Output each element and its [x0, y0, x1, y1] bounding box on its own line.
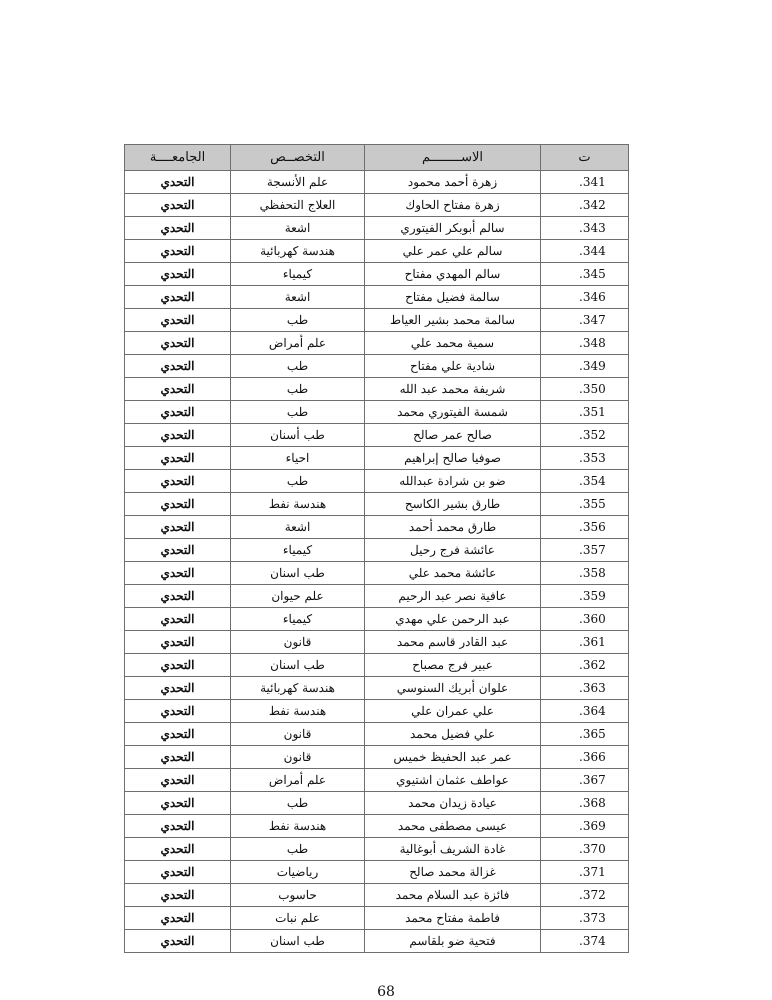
student-name: صوفيا صالح إبراهيم	[365, 447, 541, 470]
table-row	[125, 355, 629, 378]
row-number: 369.	[541, 815, 629, 838]
university: التحدي	[125, 838, 231, 861]
student-name: سالمة فضيل مفتاح	[365, 286, 541, 309]
specialization: رياضيات	[231, 861, 365, 884]
specialization: حاسوب	[231, 884, 365, 907]
row-number: 355.	[541, 493, 629, 516]
university: التحدي	[125, 516, 231, 539]
specialization: علم الأنسجة	[231, 171, 365, 194]
table-body	[125, 171, 629, 953]
student-name: فتحية ضو بلقاسم	[365, 930, 541, 953]
row-number: 342.	[541, 194, 629, 217]
student-name: سالم أبوبكر الفيتوري	[365, 217, 541, 240]
table-row	[125, 723, 629, 746]
university: التحدي	[125, 907, 231, 930]
student-name: عبير فرج مصباح	[365, 654, 541, 677]
row-number: 351.	[541, 401, 629, 424]
university: التحدي	[125, 424, 231, 447]
specialization: هندسة نفط	[231, 815, 365, 838]
specialization: طب اسنان	[231, 562, 365, 585]
specialization: كيمياء	[231, 539, 365, 562]
university: التحدي	[125, 378, 231, 401]
header-university: الجامعــــة	[125, 145, 231, 171]
row-number: 346.	[541, 286, 629, 309]
university: التحدي	[125, 792, 231, 815]
row-number: 357.	[541, 539, 629, 562]
university: التحدي	[125, 194, 231, 217]
specialization: احياء	[231, 447, 365, 470]
row-number: 358.	[541, 562, 629, 585]
student-name: سالم المهدي مفتاح	[365, 263, 541, 286]
student-name: عبد الرحمن علي مهدي	[365, 608, 541, 631]
university: التحدي	[125, 447, 231, 470]
table-row	[125, 401, 629, 424]
student-name: علوان أبريك السنوسي	[365, 677, 541, 700]
row-number: 370.	[541, 838, 629, 861]
student-name: سالمة محمد بشير العياط	[365, 309, 541, 332]
specialization: طب	[231, 355, 365, 378]
header-name: الاســــــــم	[365, 145, 541, 171]
university: التحدي	[125, 884, 231, 907]
table-row	[125, 539, 629, 562]
row-number: 345.	[541, 263, 629, 286]
page-number: 68	[377, 984, 395, 1000]
row-number: 364.	[541, 700, 629, 723]
specialization: اشعة	[231, 516, 365, 539]
university: التحدي	[125, 401, 231, 424]
university: التحدي	[125, 769, 231, 792]
specialization: طب	[231, 792, 365, 815]
table-row	[125, 493, 629, 516]
table-header-row	[125, 145, 629, 171]
student-name: عيسى مصطفى محمد	[365, 815, 541, 838]
table-row	[125, 562, 629, 585]
specialization: كيمياء	[231, 263, 365, 286]
specialization: طب	[231, 401, 365, 424]
specialization: اشعة	[231, 217, 365, 240]
table-row	[125, 608, 629, 631]
university: التحدي	[125, 562, 231, 585]
specialization: علم أمراض	[231, 769, 365, 792]
specialization: طب	[231, 838, 365, 861]
university: التحدي	[125, 930, 231, 953]
row-number: 362.	[541, 654, 629, 677]
specialization: اشعة	[231, 286, 365, 309]
student-name: عيادة زيدان محمد	[365, 792, 541, 815]
specialization: هندسة نفط	[231, 493, 365, 516]
student-name: شادية علي مفتاح	[365, 355, 541, 378]
table-row	[125, 309, 629, 332]
university: التحدي	[125, 309, 231, 332]
university: التحدي	[125, 263, 231, 286]
table-row	[125, 677, 629, 700]
table-row	[125, 194, 629, 217]
university: التحدي	[125, 240, 231, 263]
student-name: فاطمة مفتاح محمد	[365, 907, 541, 930]
table-row	[125, 286, 629, 309]
student-name: طارق محمد أحمد	[365, 516, 541, 539]
header-number: ت	[541, 145, 629, 171]
row-number: 359.	[541, 585, 629, 608]
table-row	[125, 838, 629, 861]
university: التحدي	[125, 470, 231, 493]
student-name: عافية نصر عبد الرحيم	[365, 585, 541, 608]
university: التحدي	[125, 654, 231, 677]
university: التحدي	[125, 585, 231, 608]
specialization: هندسة نفط	[231, 700, 365, 723]
specialization: هندسة كهربائية	[231, 677, 365, 700]
students-table-container	[124, 144, 628, 953]
table-row	[125, 240, 629, 263]
university: التحدي	[125, 171, 231, 194]
row-number: 347.	[541, 309, 629, 332]
university: التحدي	[125, 677, 231, 700]
row-number: 371.	[541, 861, 629, 884]
row-number: 373.	[541, 907, 629, 930]
university: التحدي	[125, 286, 231, 309]
student-name: شمسة الفيتوري محمد	[365, 401, 541, 424]
specialization: قانون	[231, 723, 365, 746]
student-name: علي فضيل محمد	[365, 723, 541, 746]
table-row	[125, 654, 629, 677]
specialization: طب	[231, 309, 365, 332]
university: التحدي	[125, 355, 231, 378]
student-name: عمر عبد الحفيظ خميس	[365, 746, 541, 769]
university: التحدي	[125, 217, 231, 240]
table-row	[125, 930, 629, 953]
table-row	[125, 884, 629, 907]
row-number: 352.	[541, 424, 629, 447]
table-row	[125, 861, 629, 884]
specialization: كيمياء	[231, 608, 365, 631]
specialization: علم حيوان	[231, 585, 365, 608]
table-row	[125, 792, 629, 815]
table-row	[125, 815, 629, 838]
specialization: علم نبات	[231, 907, 365, 930]
student-name: عائشة فرج رحيل	[365, 539, 541, 562]
row-number: 366.	[541, 746, 629, 769]
student-name: صالح عمر صالح	[365, 424, 541, 447]
table-row	[125, 217, 629, 240]
row-number: 363.	[541, 677, 629, 700]
table-row	[125, 631, 629, 654]
university: التحدي	[125, 861, 231, 884]
table-row	[125, 378, 629, 401]
row-number: 368.	[541, 792, 629, 815]
specialization: هندسة كهربائية	[231, 240, 365, 263]
university: التحدي	[125, 539, 231, 562]
specialization: علم أمراض	[231, 332, 365, 355]
university: التحدي	[125, 700, 231, 723]
row-number: 344.	[541, 240, 629, 263]
row-number: 374.	[541, 930, 629, 953]
table-row	[125, 700, 629, 723]
row-number: 349.	[541, 355, 629, 378]
student-name: غادة الشريف أبوغالية	[365, 838, 541, 861]
student-name: سالم علي عمر علي	[365, 240, 541, 263]
students-table	[124, 144, 629, 953]
university: التحدي	[125, 608, 231, 631]
student-name: فائزة عبد السلام محمد	[365, 884, 541, 907]
university: التحدي	[125, 815, 231, 838]
specialization: العلاج التحفظي	[231, 194, 365, 217]
row-number: 350.	[541, 378, 629, 401]
table-row	[125, 769, 629, 792]
university: التحدي	[125, 631, 231, 654]
student-name: غزالة محمد صالح	[365, 861, 541, 884]
student-name: طارق بشير الكاسح	[365, 493, 541, 516]
table-row	[125, 263, 629, 286]
student-name: زهرة مفتاح الحاوك	[365, 194, 541, 217]
row-number: 341.	[541, 171, 629, 194]
row-number: 353.	[541, 447, 629, 470]
table-row	[125, 447, 629, 470]
row-number: 354.	[541, 470, 629, 493]
table-row	[125, 424, 629, 447]
university: التحدي	[125, 332, 231, 355]
student-name: سمية محمد علي	[365, 332, 541, 355]
specialization: طب اسنان	[231, 930, 365, 953]
table-row	[125, 332, 629, 355]
student-name: شريفة محمد عبد الله	[365, 378, 541, 401]
row-number: 343.	[541, 217, 629, 240]
row-number: 356.	[541, 516, 629, 539]
row-number: 365.	[541, 723, 629, 746]
table-row	[125, 516, 629, 539]
student-name: عبد القادر قاسم محمد	[365, 631, 541, 654]
table-row	[125, 171, 629, 194]
specialization: قانون	[231, 631, 365, 654]
table-row	[125, 470, 629, 493]
header-specialization: التخصــص	[231, 145, 365, 171]
specialization: طب أسنان	[231, 424, 365, 447]
university: التحدي	[125, 746, 231, 769]
university: التحدي	[125, 723, 231, 746]
student-name: زهرة أحمد محمود	[365, 171, 541, 194]
student-name: عائشة محمد علي	[365, 562, 541, 585]
specialization: قانون	[231, 746, 365, 769]
table-row	[125, 907, 629, 930]
row-number: 360.	[541, 608, 629, 631]
specialization: طب اسنان	[231, 654, 365, 677]
row-number: 367.	[541, 769, 629, 792]
student-name: عواطف عثمان اشتيوي	[365, 769, 541, 792]
student-name: ضو بن شرادة عبدالله	[365, 470, 541, 493]
table-row	[125, 585, 629, 608]
university: التحدي	[125, 493, 231, 516]
row-number: 348.	[541, 332, 629, 355]
row-number: 372.	[541, 884, 629, 907]
table-row	[125, 746, 629, 769]
specialization: طب	[231, 470, 365, 493]
student-name: علي عمران علي	[365, 700, 541, 723]
specialization: طب	[231, 378, 365, 401]
row-number: 361.	[541, 631, 629, 654]
